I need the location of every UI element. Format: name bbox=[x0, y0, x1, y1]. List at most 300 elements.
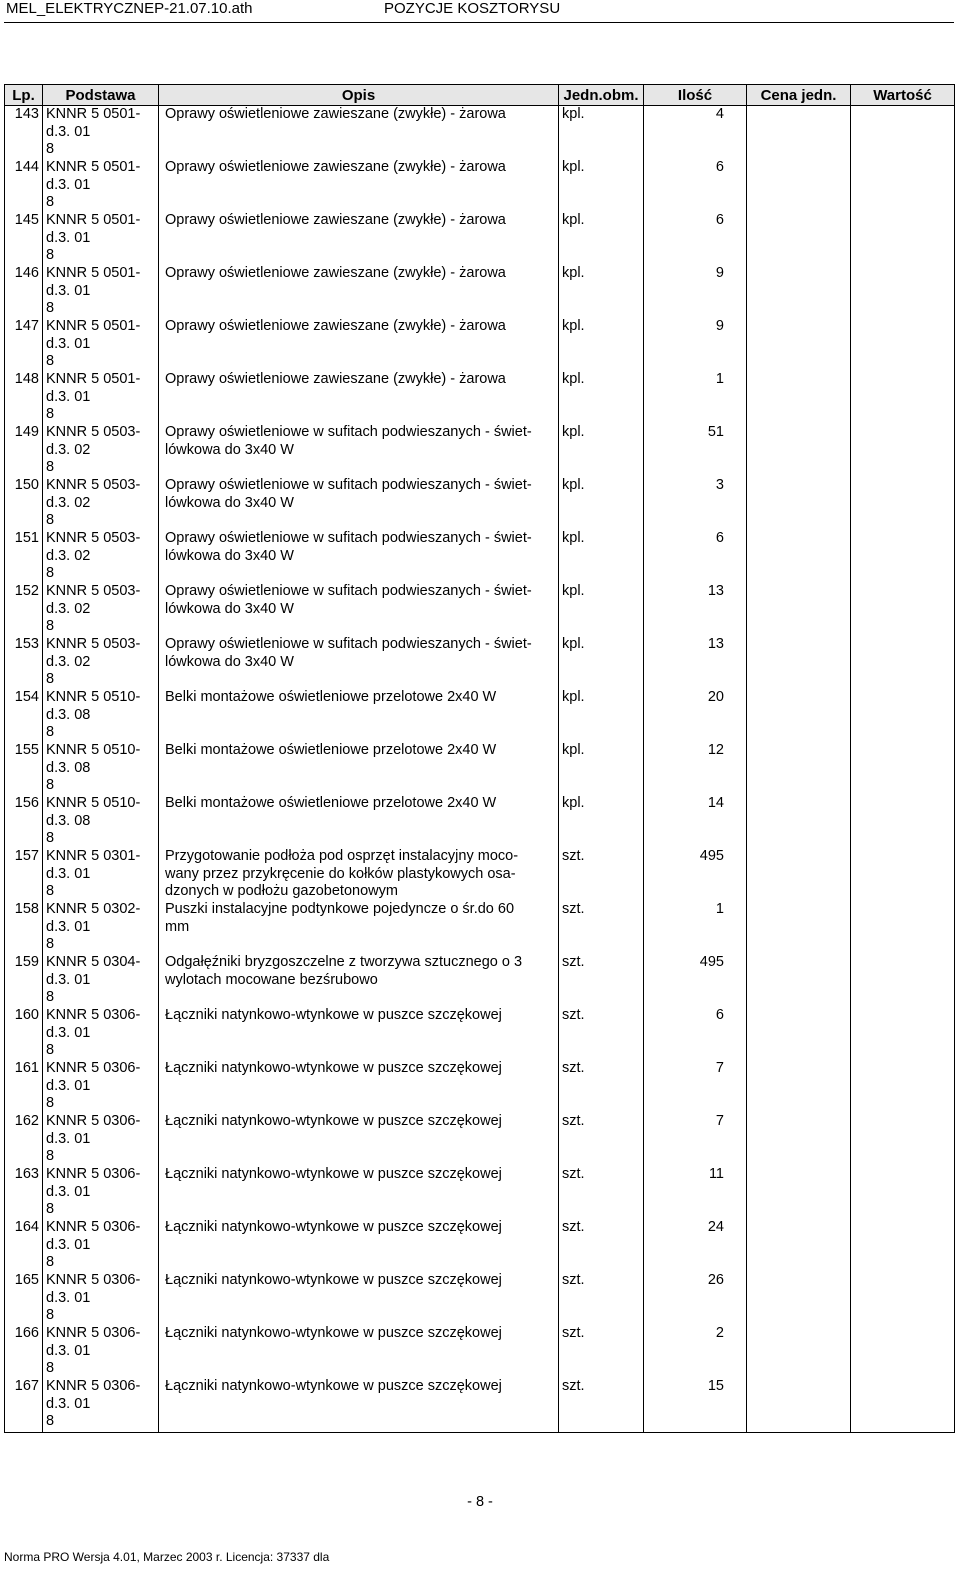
podstawa-line-2: d.3. 01 bbox=[46, 335, 91, 352]
cell-ilosc: 12 bbox=[644, 742, 747, 795]
cell-cena bbox=[747, 1219, 851, 1272]
opis-line-1: Oprawy oświetleniowe w sufitach podwieszanych - świet- bbox=[165, 424, 532, 440]
podstawa-line-1: KNNR 5 0501- bbox=[46, 159, 141, 175]
cell-jedn: kpl. bbox=[559, 689, 644, 742]
podstawa-line-2: d.3. 01 bbox=[46, 1395, 91, 1412]
podstawa-line-3: 8 bbox=[46, 724, 55, 740]
table-row bbox=[5, 954, 955, 1007]
opis-line-1: Oprawy oświetleniowe w sufitach podwieszanych - świet- bbox=[165, 477, 532, 493]
cell-cena bbox=[747, 742, 851, 795]
cell-jedn: szt. bbox=[559, 1113, 644, 1166]
cell-wartosc bbox=[851, 424, 955, 477]
cell-lp: 148 bbox=[5, 371, 43, 424]
table-row bbox=[5, 1007, 955, 1060]
cell-lp: 161 bbox=[5, 1060, 43, 1113]
cell-wartosc bbox=[851, 371, 955, 424]
col-header-lp: Lp. bbox=[5, 85, 43, 106]
opis-line-1: Belki montażowe oświetleniowe przelotowe 2x40 W bbox=[165, 795, 497, 811]
cell-wartosc bbox=[851, 1325, 955, 1378]
cell-wartosc bbox=[851, 583, 955, 636]
cell-opis bbox=[159, 477, 559, 530]
podstawa-line-2: d.3. 08 bbox=[46, 706, 91, 723]
cell-podstawa bbox=[43, 371, 159, 424]
podstawa-line-3: 8 bbox=[46, 300, 55, 316]
podstawa-line-1: KNNR 5 0302- bbox=[46, 901, 141, 917]
cell-jedn: kpl. bbox=[559, 742, 644, 795]
cell-opis bbox=[159, 636, 559, 689]
podstawa-line-1: KNNR 5 0501- bbox=[46, 265, 141, 281]
cell-podstawa bbox=[43, 1219, 159, 1272]
cell-ilosc: 9 bbox=[644, 318, 747, 371]
cell-opis bbox=[159, 742, 559, 795]
cell-opis bbox=[159, 689, 559, 742]
cell-wartosc bbox=[851, 106, 955, 160]
podstawa-line-1: KNNR 5 0503- bbox=[46, 636, 141, 652]
cell-lp: 165 bbox=[5, 1272, 43, 1325]
cell-cena bbox=[747, 212, 851, 265]
cell-cena bbox=[747, 689, 851, 742]
cell-jedn: kpl. bbox=[559, 265, 644, 318]
cell-jedn: szt. bbox=[559, 1272, 644, 1325]
cell-podstawa bbox=[43, 848, 159, 901]
cell-opis bbox=[159, 318, 559, 371]
podstawa-line-1: KNNR 5 0306- bbox=[46, 1272, 141, 1288]
cell-jedn: szt. bbox=[559, 1060, 644, 1113]
table-row bbox=[5, 371, 955, 424]
cell-cena bbox=[747, 1060, 851, 1113]
podstawa-line-2: d.3. 01 bbox=[46, 865, 91, 882]
opis-line-1: Łączniki natynkowo-wtynkowe w puszce szczękowej bbox=[165, 1007, 502, 1023]
cell-opis bbox=[159, 265, 559, 318]
podstawa-line-3: 8 bbox=[46, 936, 55, 952]
cell-opis bbox=[159, 1007, 559, 1060]
cell-lp: 163 bbox=[5, 1166, 43, 1219]
cell-cena bbox=[747, 371, 851, 424]
opis-line-1: Oprawy oświetleniowe zawieszane (zwykłe) - żarowa bbox=[165, 106, 506, 122]
cell-wartosc bbox=[851, 901, 955, 954]
cell-ilosc: 51 bbox=[644, 424, 747, 477]
podstawa-line-1: KNNR 5 0306- bbox=[46, 1060, 141, 1076]
podstawa-line-2: d.3. 01 bbox=[46, 918, 91, 935]
section-title: POZYCJE KOSZTORYSU bbox=[384, 0, 561, 17]
cell-wartosc bbox=[851, 954, 955, 1007]
cell-jedn: szt. bbox=[559, 1325, 644, 1378]
cell-lp: 155 bbox=[5, 742, 43, 795]
cell-opis bbox=[159, 1166, 559, 1219]
podstawa-line-1: KNNR 5 0503- bbox=[46, 530, 141, 546]
cell-opis bbox=[159, 371, 559, 424]
podstawa-line-2: d.3. 01 bbox=[46, 1289, 91, 1306]
cell-cena bbox=[747, 159, 851, 212]
podstawa-line-2: d.3. 08 bbox=[46, 812, 91, 829]
table-row bbox=[5, 1219, 955, 1272]
cell-lp: 158 bbox=[5, 901, 43, 954]
cell-ilosc: 495 bbox=[644, 954, 747, 1007]
podstawa-line-2: d.3. 01 bbox=[46, 1024, 91, 1041]
cell-lp: 156 bbox=[5, 795, 43, 848]
podstawa-line-3: 8 bbox=[46, 1148, 55, 1164]
cell-ilosc: 2 bbox=[644, 1325, 747, 1378]
cell-opis bbox=[159, 1378, 559, 1433]
table-row bbox=[5, 212, 955, 265]
podstawa-line-1: KNNR 5 0306- bbox=[46, 1166, 141, 1182]
cell-ilosc: 20 bbox=[644, 689, 747, 742]
cell-opis bbox=[159, 424, 559, 477]
cell-lp: 162 bbox=[5, 1113, 43, 1166]
podstawa-line-1: KNNR 5 0510- bbox=[46, 742, 141, 758]
cell-opis bbox=[159, 1219, 559, 1272]
podstawa-line-3: 8 bbox=[46, 618, 55, 634]
cell-wartosc bbox=[851, 1007, 955, 1060]
podstawa-line-2: d.3. 01 bbox=[46, 971, 91, 988]
podstawa-line-1: KNNR 5 0306- bbox=[46, 1007, 141, 1023]
table-row bbox=[5, 689, 955, 742]
cell-podstawa bbox=[43, 1007, 159, 1060]
cell-ilosc: 6 bbox=[644, 1007, 747, 1060]
table-row bbox=[5, 848, 955, 901]
podstawa-line-1: KNNR 5 0503- bbox=[46, 477, 141, 493]
table-row bbox=[5, 265, 955, 318]
cell-cena bbox=[747, 848, 851, 901]
podstawa-line-1: KNNR 5 0306- bbox=[46, 1325, 141, 1341]
opis-line-3: dzonych w podłożu gazobetonowym bbox=[165, 883, 398, 899]
cell-lp: 166 bbox=[5, 1325, 43, 1378]
podstawa-line-2: d.3. 01 bbox=[46, 1342, 91, 1359]
cell-podstawa bbox=[43, 106, 159, 160]
podstawa-line-2: d.3. 01 bbox=[46, 176, 91, 193]
cell-cena bbox=[747, 901, 851, 954]
podstawa-line-3: 8 bbox=[46, 141, 55, 157]
opis-line-1: Oprawy oświetleniowe zawieszane (zwykłe) - żarowa bbox=[165, 318, 506, 334]
cell-podstawa bbox=[43, 1060, 159, 1113]
cell-lp: 146 bbox=[5, 265, 43, 318]
cell-lp: 151 bbox=[5, 530, 43, 583]
page-number: - 8 - bbox=[467, 1494, 493, 1510]
opis-line-1: Odgałęźniki bryzgoszczelne z tworzywa sztucznego o 3 bbox=[165, 954, 523, 970]
cell-podstawa bbox=[43, 1325, 159, 1378]
cell-podstawa bbox=[43, 530, 159, 583]
cell-cena bbox=[747, 583, 851, 636]
cell-wartosc bbox=[851, 265, 955, 318]
cell-wartosc bbox=[851, 636, 955, 689]
opis-line-2: lówkowa do 3x40 W bbox=[165, 441, 294, 458]
podstawa-line-3: 8 bbox=[46, 459, 55, 475]
cell-lp: 147 bbox=[5, 318, 43, 371]
podstawa-line-2: d.3. 02 bbox=[46, 494, 91, 511]
cell-podstawa bbox=[43, 689, 159, 742]
cell-jedn: kpl. bbox=[559, 106, 644, 160]
podstawa-line-2: d.3. 01 bbox=[46, 229, 91, 246]
cell-podstawa bbox=[43, 1113, 159, 1166]
opis-line-1: Łączniki natynkowo-wtynkowe w puszce szczękowej bbox=[165, 1219, 502, 1235]
cell-opis bbox=[159, 212, 559, 265]
opis-line-1: Oprawy oświetleniowe w sufitach podwieszanych - świet- bbox=[165, 530, 532, 546]
table-row bbox=[5, 1113, 955, 1166]
cell-lp: 160 bbox=[5, 1007, 43, 1060]
cell-lp: 159 bbox=[5, 954, 43, 1007]
podstawa-line-3: 8 bbox=[46, 1254, 55, 1270]
cell-jedn: kpl. bbox=[559, 795, 644, 848]
table-row bbox=[5, 1272, 955, 1325]
cell-ilosc: 3 bbox=[644, 477, 747, 530]
cell-opis bbox=[159, 795, 559, 848]
cell-cena bbox=[747, 1378, 851, 1433]
podstawa-line-3: 8 bbox=[46, 512, 55, 528]
cell-jedn: szt. bbox=[559, 848, 644, 901]
table-row bbox=[5, 636, 955, 689]
table-row bbox=[5, 106, 955, 160]
podstawa-line-3: 8 bbox=[46, 247, 55, 263]
cell-ilosc: 7 bbox=[644, 1060, 747, 1113]
cell-ilosc: 1 bbox=[644, 901, 747, 954]
cell-podstawa bbox=[43, 318, 159, 371]
cell-ilosc: 14 bbox=[644, 795, 747, 848]
podstawa-line-2: d.3. 01 bbox=[46, 388, 91, 405]
podstawa-line-2: d.3. 01 bbox=[46, 1236, 91, 1253]
table-row bbox=[5, 1166, 955, 1219]
opis-line-2: wylotach mocowane bezśrubowo bbox=[165, 971, 378, 988]
table-row bbox=[5, 583, 955, 636]
opis-line-1: Oprawy oświetleniowe w sufitach podwieszanych - świet- bbox=[165, 583, 532, 599]
opis-line-2: lówkowa do 3x40 W bbox=[165, 653, 294, 670]
podstawa-line-3: 8 bbox=[46, 1201, 55, 1217]
opis-line-1: Łączniki natynkowo-wtynkowe w puszce szczękowej bbox=[165, 1113, 502, 1129]
podstawa-line-3: 8 bbox=[46, 1307, 55, 1323]
cell-wartosc bbox=[851, 318, 955, 371]
cell-jedn: szt. bbox=[559, 1166, 644, 1219]
col-header-podstawa: Podstawa bbox=[43, 85, 159, 106]
podstawa-line-2: d.3. 02 bbox=[46, 441, 91, 458]
cell-opis bbox=[159, 159, 559, 212]
cell-jedn: szt. bbox=[559, 901, 644, 954]
cell-ilosc: 6 bbox=[644, 159, 747, 212]
cell-podstawa bbox=[43, 954, 159, 1007]
table-header-row bbox=[5, 85, 955, 106]
table-row bbox=[5, 1325, 955, 1378]
cell-jedn: kpl. bbox=[559, 159, 644, 212]
podstawa-line-3: 8 bbox=[46, 1360, 55, 1376]
cell-opis bbox=[159, 530, 559, 583]
footer-license: Norma PRO Wersja 4.01, Marzec 2003 r. Licencja: 37337 dla bbox=[4, 1550, 330, 1564]
podstawa-line-3: 8 bbox=[46, 406, 55, 422]
podstawa-line-1: KNNR 5 0306- bbox=[46, 1113, 141, 1129]
cell-opis bbox=[159, 1060, 559, 1113]
podstawa-line-1: KNNR 5 0503- bbox=[46, 583, 141, 599]
podstawa-line-3: 8 bbox=[46, 1413, 55, 1429]
header-divider bbox=[4, 22, 954, 23]
podstawa-line-1: KNNR 5 0306- bbox=[46, 1219, 141, 1235]
opis-line-1: Belki montażowe oświetleniowe przelotowe 2x40 W bbox=[165, 689, 497, 705]
opis-line-1: Oprawy oświetleniowe zawieszane (zwykłe) - żarowa bbox=[165, 212, 506, 228]
cell-podstawa bbox=[43, 1272, 159, 1325]
cell-podstawa bbox=[43, 265, 159, 318]
cell-ilosc: 26 bbox=[644, 1272, 747, 1325]
cell-wartosc bbox=[851, 159, 955, 212]
cell-wartosc bbox=[851, 530, 955, 583]
cell-wartosc bbox=[851, 1166, 955, 1219]
cell-cena bbox=[747, 530, 851, 583]
podstawa-line-1: KNNR 5 0501- bbox=[46, 371, 141, 387]
cell-wartosc bbox=[851, 848, 955, 901]
cell-lp: 154 bbox=[5, 689, 43, 742]
cell-lp: 164 bbox=[5, 1219, 43, 1272]
cell-ilosc: 1 bbox=[644, 371, 747, 424]
podstawa-line-2: d.3. 02 bbox=[46, 600, 91, 617]
col-header-cena: Cena jedn. bbox=[747, 85, 851, 106]
cell-ilosc: 4 bbox=[644, 106, 747, 160]
cell-opis bbox=[159, 1113, 559, 1166]
cell-jedn: szt. bbox=[559, 1007, 644, 1060]
cell-cena bbox=[747, 1325, 851, 1378]
table-row bbox=[5, 477, 955, 530]
cell-ilosc: 24 bbox=[644, 1219, 747, 1272]
podstawa-line-1: KNNR 5 0301- bbox=[46, 848, 141, 864]
col-header-wartosc: Wartość bbox=[851, 85, 955, 106]
opis-line-1: Oprawy oświetleniowe zawieszane (zwykłe) - żarowa bbox=[165, 265, 506, 281]
cell-ilosc: 495 bbox=[644, 848, 747, 901]
podstawa-line-3: 8 bbox=[46, 1095, 55, 1111]
cell-opis bbox=[159, 848, 559, 901]
cell-cena bbox=[747, 954, 851, 1007]
cell-jedn: szt. bbox=[559, 1378, 644, 1433]
opis-line-1: Oprawy oświetleniowe zawieszane (zwykłe) - żarowa bbox=[165, 371, 506, 387]
cell-wartosc bbox=[851, 689, 955, 742]
cell-lp: 153 bbox=[5, 636, 43, 689]
podstawa-line-3: 8 bbox=[46, 194, 55, 210]
podstawa-line-3: 8 bbox=[46, 883, 55, 899]
cell-ilosc: 13 bbox=[644, 583, 747, 636]
opis-line-1: Łączniki natynkowo-wtynkowe w puszce szczękowej bbox=[165, 1060, 502, 1076]
cell-jedn: kpl. bbox=[559, 530, 644, 583]
table-row bbox=[5, 530, 955, 583]
podstawa-line-1: KNNR 5 0304- bbox=[46, 954, 141, 970]
cell-opis bbox=[159, 106, 559, 160]
opis-line-2: lówkowa do 3x40 W bbox=[165, 494, 294, 511]
opis-line-2: lówkowa do 3x40 W bbox=[165, 547, 294, 564]
cell-wartosc bbox=[851, 1060, 955, 1113]
table-row bbox=[5, 901, 955, 954]
cell-ilosc: 13 bbox=[644, 636, 747, 689]
podstawa-line-2: d.3. 01 bbox=[46, 123, 91, 140]
podstawa-line-3: 8 bbox=[46, 989, 55, 1005]
podstawa-line-1: KNNR 5 0501- bbox=[46, 212, 141, 228]
podstawa-line-1: KNNR 5 0510- bbox=[46, 689, 141, 705]
cell-opis bbox=[159, 901, 559, 954]
cell-cena bbox=[747, 265, 851, 318]
cell-opis bbox=[159, 583, 559, 636]
cell-podstawa bbox=[43, 159, 159, 212]
cell-ilosc: 6 bbox=[644, 212, 747, 265]
cell-ilosc: 9 bbox=[644, 265, 747, 318]
opis-line-2: lówkowa do 3x40 W bbox=[165, 600, 294, 617]
cell-podstawa bbox=[43, 742, 159, 795]
table-body bbox=[5, 106, 955, 1433]
file-name: MEL_ELEKTRYCZNEP-21.07.10.ath bbox=[6, 0, 253, 17]
cell-podstawa bbox=[43, 636, 159, 689]
opis-line-1: Łączniki natynkowo-wtynkowe w puszce szczękowej bbox=[165, 1378, 502, 1394]
cell-lp: 143 bbox=[5, 106, 43, 160]
cell-podstawa bbox=[43, 424, 159, 477]
podstawa-line-2: d.3. 01 bbox=[46, 1077, 91, 1094]
cell-jedn: kpl. bbox=[559, 212, 644, 265]
cell-podstawa bbox=[43, 1378, 159, 1433]
opis-line-1: Przygotowanie podłoża pod osprzęt instalacyjny moco- bbox=[165, 848, 519, 864]
opis-line-1: Belki montażowe oświetleniowe przelotowe 2x40 W bbox=[165, 742, 497, 758]
cell-cena bbox=[747, 424, 851, 477]
podstawa-line-1: KNNR 5 0510- bbox=[46, 795, 141, 811]
table-row bbox=[5, 795, 955, 848]
table-row bbox=[5, 318, 955, 371]
podstawa-line-2: d.3. 02 bbox=[46, 547, 91, 564]
cell-opis bbox=[159, 1325, 559, 1378]
podstawa-line-3: 8 bbox=[46, 565, 55, 581]
cell-jedn: kpl. bbox=[559, 318, 644, 371]
table-row bbox=[5, 159, 955, 212]
opis-line-1: Łączniki natynkowo-wtynkowe w puszce szczękowej bbox=[165, 1325, 502, 1341]
opis-line-2: wany przez przykręcenie do kołków plastykowych osa- bbox=[165, 865, 516, 882]
cell-cena bbox=[747, 1166, 851, 1219]
cell-wartosc bbox=[851, 1219, 955, 1272]
cell-wartosc bbox=[851, 1113, 955, 1166]
cell-cena bbox=[747, 1113, 851, 1166]
cell-wartosc bbox=[851, 477, 955, 530]
cell-ilosc: 7 bbox=[644, 1113, 747, 1166]
opis-line-1: Puszki instalacyjne podtynkowe pojedyncze o śr.do 60 bbox=[165, 901, 515, 917]
col-header-jedn: Jedn.obm. bbox=[559, 85, 644, 106]
cell-jedn: szt. bbox=[559, 1219, 644, 1272]
cell-cena bbox=[747, 477, 851, 530]
podstawa-line-3: 8 bbox=[46, 830, 55, 846]
opis-line-2: mm bbox=[165, 918, 190, 935]
cell-lp: 152 bbox=[5, 583, 43, 636]
cell-jedn: kpl. bbox=[559, 424, 644, 477]
cell-podstawa bbox=[43, 901, 159, 954]
cell-podstawa bbox=[43, 795, 159, 848]
cell-jedn: kpl. bbox=[559, 477, 644, 530]
cell-jedn: kpl. bbox=[559, 371, 644, 424]
cell-ilosc: 11 bbox=[644, 1166, 747, 1219]
podstawa-line-3: 8 bbox=[46, 353, 55, 369]
podstawa-line-1: KNNR 5 0501- bbox=[46, 318, 141, 334]
cell-jedn: szt. bbox=[559, 954, 644, 1007]
podstawa-line-3: 8 bbox=[46, 777, 55, 793]
table-row bbox=[5, 742, 955, 795]
cell-lp: 149 bbox=[5, 424, 43, 477]
cell-podstawa bbox=[43, 477, 159, 530]
cell-lp: 150 bbox=[5, 477, 43, 530]
cell-podstawa bbox=[43, 212, 159, 265]
cell-wartosc bbox=[851, 1272, 955, 1325]
page-header bbox=[0, 0, 960, 22]
podstawa-line-2: d.3. 02 bbox=[46, 653, 91, 670]
cell-podstawa bbox=[43, 1166, 159, 1219]
cell-ilosc: 15 bbox=[644, 1378, 747, 1433]
opis-line-1: Łączniki natynkowo-wtynkowe w puszce szczękowej bbox=[165, 1272, 502, 1288]
cell-cena bbox=[747, 318, 851, 371]
col-header-ilosc: Ilość bbox=[644, 85, 747, 106]
podstawa-line-2: d.3. 08 bbox=[46, 759, 91, 776]
table-row bbox=[5, 1378, 955, 1433]
cell-wartosc bbox=[851, 742, 955, 795]
podstawa-line-2: d.3. 01 bbox=[46, 282, 91, 299]
cell-lp: 167 bbox=[5, 1378, 43, 1433]
opis-line-1: Oprawy oświetleniowe w sufitach podwieszanych - świet- bbox=[165, 636, 532, 652]
podstawa-line-3: 8 bbox=[46, 1042, 55, 1058]
cell-wartosc bbox=[851, 1378, 955, 1433]
podstawa-line-1: KNNR 5 0306- bbox=[46, 1378, 141, 1394]
cell-wartosc bbox=[851, 212, 955, 265]
cell-wartosc bbox=[851, 795, 955, 848]
